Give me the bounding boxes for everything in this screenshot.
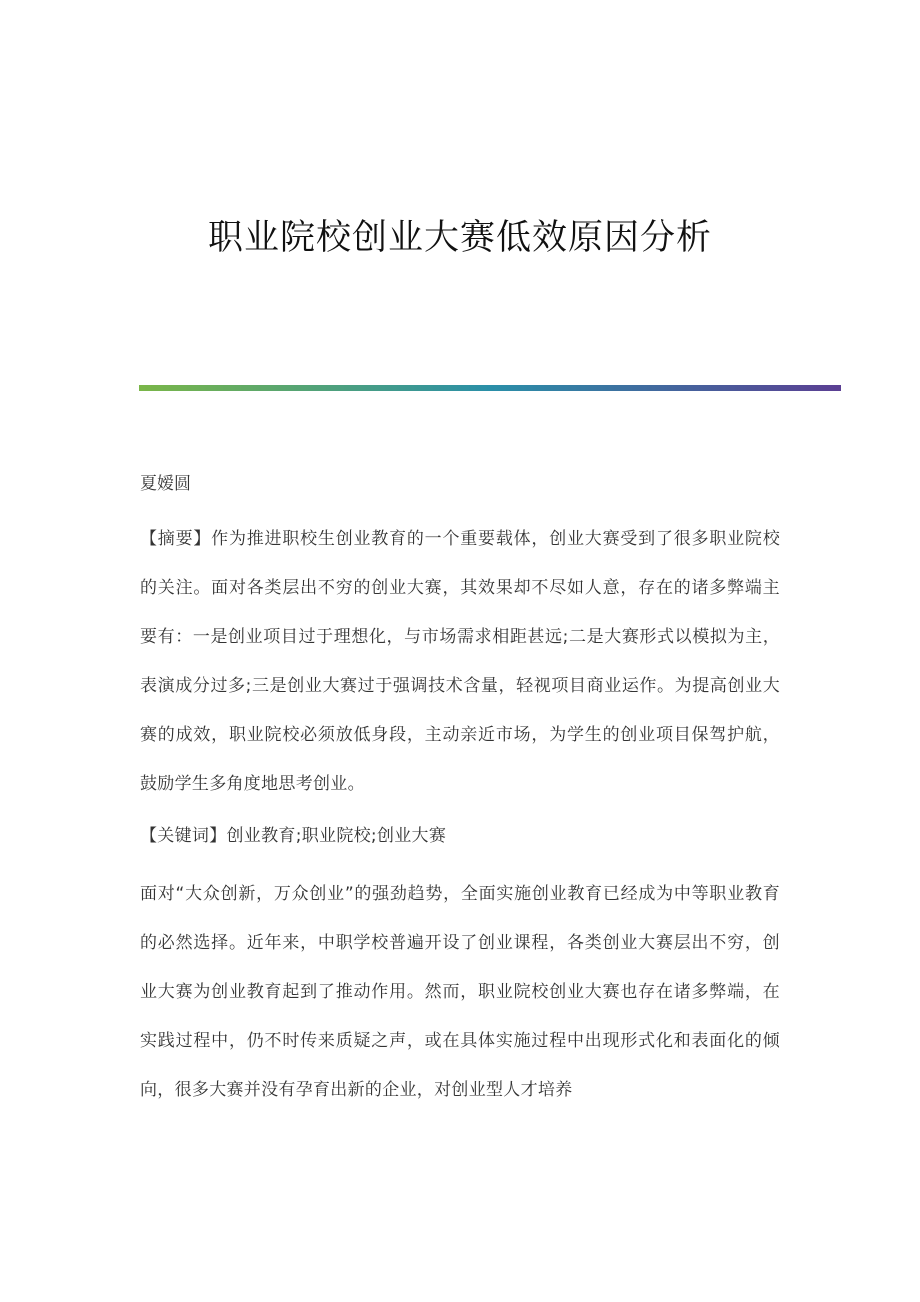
- abstract-label: 【摘要】: [140, 529, 212, 549]
- keywords-line: [140, 814, 780, 859]
- title-divider: [139, 385, 841, 391]
- document-title: 职业院校创业大赛低效原因分析: [207, 218, 712, 258]
- body-paragraph: 面对“大众创新，万众创业”的强劲趋势，全面实施创业教育已经成为中等职业教育的必然选择。近年来，中职学校普遍开设了创业课程，各类创业大赛层出不穷，创业大赛为创业教育起到了推动作用。然而，职业院校创业大赛也存在诸多弊端，在实践过程中，仍不时传来质疑之声，或在具体实施过程中出现形式化和表面化的倾向，很多大赛并没有孕育出新的企业，对创业型人才培养: [140, 884, 780, 1100]
- keywords-label: 【关键词】: [140, 826, 227, 846]
- abstract-text: 作为推进职校生创业教育的一个重要载体，创业大赛受到了很多职业院校的关注。面对各类层出不穷的创业大赛，其效果却不尽如人意，存在的诸多弊端主要有：一是创业项目过于理想化，与市场需求相距甚远;二是大赛形式以模拟为主，表演成分过多;三是创业大赛过于强调技术含量，轻视项目商业运作。为提高创业大赛的成效，职业院校必须放低身段，主动亲近市场，为学生的创业项目保驾护航，鼓励学生多角度地思考创业。: [140, 529, 780, 794]
- abstract-paragraph: [140, 515, 780, 809]
- keywords-text: 创业教育;职业院校;创业大赛: [226, 826, 447, 846]
- author-name: 夏嫒圆: [140, 474, 191, 494]
